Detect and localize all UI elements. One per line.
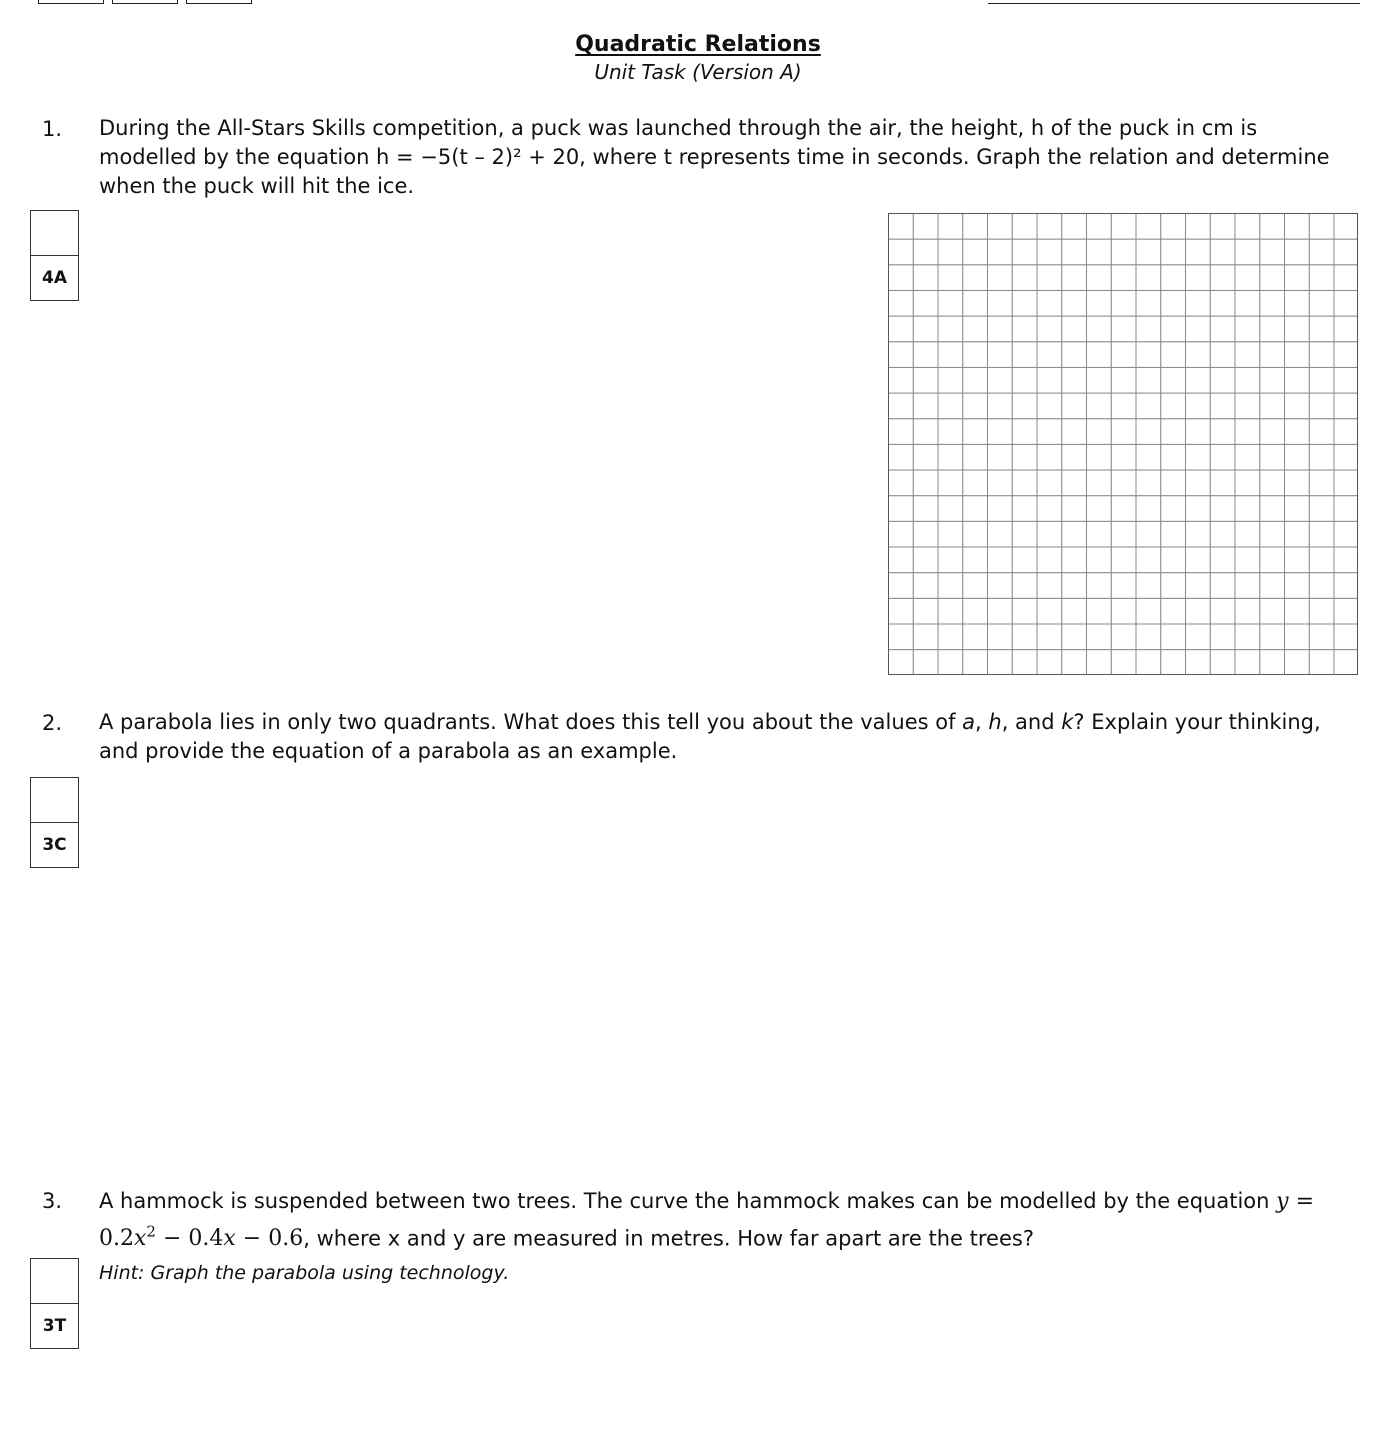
eq-minus: −	[155, 1226, 189, 1252]
eq-coef: 0.2	[99, 1226, 134, 1252]
score-blank[interactable]	[31, 211, 78, 256]
question-3-hint: Hint: Graph the parabola using technology.	[99, 1262, 510, 1284]
page-title: Quadratic Relations	[575, 32, 821, 57]
header-mark-box-3	[186, 0, 252, 4]
page-subtitle: Unit Task (Version A)	[594, 60, 802, 84]
question-2-score-box[interactable]	[30, 777, 79, 868]
question-2-text	[99, 708, 1339, 766]
variable-k: k	[1061, 710, 1074, 734]
question-2-text-part: ,	[975, 710, 989, 734]
eq-var: x	[223, 1226, 236, 1252]
score-label: 3C	[42, 835, 67, 855]
question-1-score-box[interactable]	[30, 210, 79, 301]
eq-coef: 0.4	[188, 1226, 224, 1252]
eq-var: x	[134, 1226, 147, 1252]
variable-h: h	[988, 710, 1002, 734]
question-2-number: 2.	[42, 711, 63, 735]
question-1-number: 1.	[42, 117, 63, 141]
header-mark-box-2	[112, 0, 178, 4]
question-2-text-part: , and	[1001, 710, 1062, 734]
score-label: 4A	[42, 268, 67, 288]
variable-a: a	[962, 710, 976, 734]
eq-minus: −	[235, 1226, 269, 1252]
score-blank[interactable]	[31, 778, 78, 823]
question-1-text: During the All-Stars Skills competition, a puck was launched through the air, the height, h of the puck in cm is modelled by the equation h = −5(t – 2)² + 20, where t represents time in seconds. Graph the relation and determine when the puck will hit the ice.	[99, 116, 1330, 198]
eq-exponent: 2	[146, 1223, 156, 1241]
question-3-text-part: A hammock is suspended between two trees. The curve the hammock makes can be modelled by the equation	[99, 1189, 1277, 1213]
question-2-text-part: A parabola lies in only two quadrants. What does this tell you about the values of	[99, 710, 963, 734]
eq-const: 0.6	[268, 1226, 304, 1252]
eq-equals: =	[1288, 1189, 1315, 1214]
question-3-number: 3.	[42, 1189, 63, 1213]
name-line	[988, 3, 1360, 4]
question-3-score-box[interactable]	[30, 1258, 79, 1349]
question-3-text	[99, 1186, 1339, 1254]
graph-grid[interactable]	[888, 213, 1358, 675]
question-2-text-part: ? Explain your thinking, and provide the equation of a parabola as an example.	[99, 710, 1321, 763]
question-3-text-part: , where x and y are measured in metres. How far apart are the trees?	[303, 1226, 1034, 1251]
score-blank[interactable]	[31, 1259, 78, 1304]
score-label: 3T	[42, 1316, 67, 1336]
header-mark-box-1	[38, 0, 104, 4]
eq-lhs: y	[1276, 1189, 1289, 1214]
